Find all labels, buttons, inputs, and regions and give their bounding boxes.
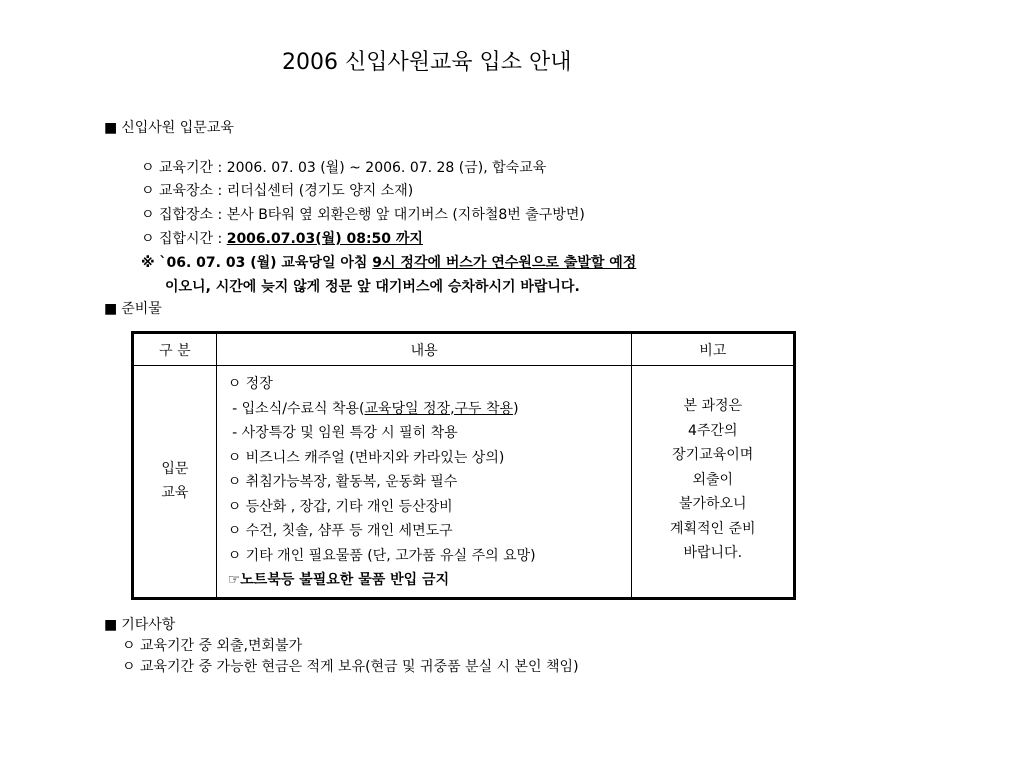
notice-line-2: 이오니, 시간에 늦지 않게 정문 앞 대기버스에 승차하시기 바랍니다. — [165, 279, 580, 295]
content-item: ㅇ 비즈니스 캐주얼 (면바지와 카라있는 상의) — [227, 449, 505, 466]
section-heading-text: 기타사항 — [121, 617, 176, 633]
note-line: 외출이 — [692, 471, 734, 488]
info-text: 교육장소 : 리더십센터 (경기도 양지 소재) — [158, 183, 414, 199]
table-row — [133, 366, 795, 599]
content-item: ㅇ 정장 — [227, 376, 273, 392]
info-text: 집합장소 : 본사 B타워 옆 외환은행 앞 대기버스 (지하철8번 출구방면) — [158, 207, 585, 223]
content-item: ㅇ 등산화 , 장갑, 기타 개인 등산장비 — [227, 498, 453, 515]
circle-bullet-icon: ㅇ — [122, 659, 136, 675]
content-subitem — [228, 397, 632, 422]
note-line: 장기교육이며 — [672, 447, 754, 463]
misc-line-1 — [122, 635, 302, 655]
section-heading-supplies — [104, 298, 162, 318]
pointing-hand-icon: ☞ — [227, 572, 241, 588]
header-category: 구 분 — [133, 333, 217, 366]
content-item: ㅇ 기타 개인 필요물품 (단, 고가품 유실 주의 요망) — [227, 547, 536, 564]
category-line: 교육 — [161, 485, 189, 502]
misc-line-2 — [122, 656, 579, 676]
note-line: 계획적인 준비 — [669, 520, 756, 537]
content-item: ㅇ 수건, 칫솔, 샴푸 등 개인 세면도구 — [227, 523, 453, 539]
subitem-text: - 입소식/수료식 착용( — [227, 400, 365, 417]
info-label: 집합시간 : — [158, 231, 227, 247]
content-cell — [216, 366, 632, 599]
square-bullet-icon: ■ — [104, 301, 118, 317]
notice-text: `06. 07. 03 (월) 교육당일 아침 — [159, 255, 373, 271]
notice-text-underlined: 9시 정각에 버스가 연수원으로 출발할 예정 — [372, 255, 637, 271]
note-line: 4주간의 — [688, 422, 738, 439]
note-cell — [632, 366, 795, 599]
category-line: 입문 — [161, 461, 189, 478]
page-title: 2006 신입사원교육 입소 안내 — [282, 50, 572, 75]
square-bullet-icon: ■ — [104, 120, 118, 136]
circle-bullet-icon: ㅇ — [141, 207, 155, 223]
info-line-meeting-time — [141, 228, 423, 248]
info-line-meeting-place — [141, 204, 585, 224]
note-line: 바랍니다. — [683, 545, 743, 561]
section-heading-intro-education — [104, 117, 234, 137]
circle-bullet-icon: ㅇ — [141, 183, 155, 199]
content-subitem: - 사장특강 및 임원 특강 시 필히 착용 — [227, 425, 458, 441]
info-line-period — [141, 157, 546, 177]
section-heading-text: 준비물 — [121, 301, 162, 317]
meeting-time-value: 2006.07.03(월) 08:50 까지 — [226, 231, 423, 247]
subitem-text-underlined: 교육당일 정장,구두 착용 — [364, 400, 514, 417]
notice-line-1 — [141, 252, 636, 272]
note-line: 불가하오니 — [678, 496, 747, 512]
header-note: 비고 — [632, 333, 795, 366]
misc-text: 교육기간 중 가능한 현금은 적게 보유(현금 및 귀중품 분실 시 본인 책임) — [139, 659, 579, 675]
circle-bullet-icon: ㅇ — [122, 638, 136, 654]
square-bullet-icon: ■ — [104, 617, 118, 633]
warning-text: 노트북등 불필요한 물품 반입 금지 — [240, 572, 450, 588]
table-header-row — [133, 333, 795, 366]
content-warning — [228, 568, 632, 593]
supplies-table — [131, 331, 796, 600]
category-cell — [133, 366, 217, 599]
info-line-location — [141, 180, 413, 200]
notice-mark-icon: ※ — [141, 255, 155, 271]
content-item: ㅇ 취침가능복장, 활동복, 운동화 필수 — [227, 474, 458, 490]
circle-bullet-icon: ㅇ — [141, 160, 155, 176]
header-content: 내용 — [216, 333, 632, 366]
section-heading-misc — [104, 614, 175, 634]
note-line: 본 과정은 — [683, 398, 743, 414]
circle-bullet-icon: ㅇ — [141, 231, 155, 247]
section-heading-text: 신입사원 입문교육 — [121, 120, 234, 136]
subitem-text: ) — [513, 400, 519, 417]
misc-text: 교육기간 중 외출,면회불가 — [139, 638, 303, 654]
info-text: 교육기간 : 2006. 07. 03 (월) ~ 2006. 07. 28 (금), 합숙교육 — [158, 160, 547, 176]
